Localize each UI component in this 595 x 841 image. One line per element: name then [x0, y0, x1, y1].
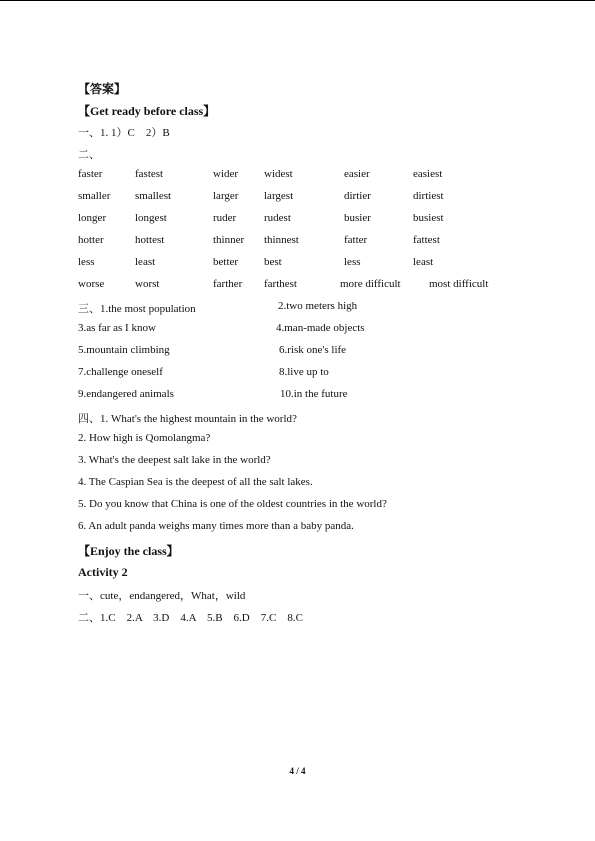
table-cell: fastest [135, 168, 164, 180]
list-item: 3. What's the deepest salt lake in the world? [78, 454, 271, 466]
table-cell: better [213, 256, 239, 268]
activity-part1-answers: 一、cute，endangered，What，wild [78, 590, 246, 602]
table-cell: best [264, 256, 282, 268]
list-item: 5. Do you know that China is one of the oldest countries in the world? [78, 498, 387, 510]
table-cell: most difficult [429, 278, 489, 290]
list-item: 3.as far as I know [78, 322, 156, 334]
table-cell: more difficult [340, 278, 401, 290]
table-cell: rudest [264, 212, 291, 224]
table-cell: easier [344, 168, 370, 180]
table-cell: wider [213, 168, 239, 180]
table-cell: smaller [78, 190, 111, 202]
table-cell: thinnest [264, 234, 299, 246]
section-heading-enjoy-class: 【Enjoy the class】 [78, 544, 179, 558]
table-cell: farther [213, 278, 243, 290]
table-cell: worst [135, 278, 160, 290]
list-item: 4. The Caspian Sea is the deepest of all the salt lakes. [78, 476, 313, 488]
list-item: 5.mountain climbing [78, 344, 170, 356]
table-cell: hottest [135, 234, 165, 246]
table-cell: fattest [413, 234, 440, 246]
list-item: 6.risk one's life [279, 344, 347, 356]
table-cell: dirtiest [413, 190, 444, 202]
table-cell: least [413, 256, 434, 268]
table-cell: hotter [78, 234, 104, 246]
table-cell: faster [78, 168, 103, 180]
list-item: 6. An adult panda weighs many times more than a baby panda. [78, 520, 354, 532]
table-cell: least [135, 256, 156, 268]
list-item: 2. How high is Qomolangma? [78, 432, 211, 444]
table-cell: easiest [413, 168, 443, 180]
section-heading-get-ready: 【Get ready before class】 [78, 104, 216, 118]
list-item: 三、1.the most population [78, 303, 196, 315]
table-cell: largest [264, 190, 294, 202]
table-cell: smallest [135, 190, 172, 202]
list-item: 8.live up to [279, 366, 329, 378]
list-item: 7.challenge oneself [78, 366, 163, 378]
part1-answers: 一、1. 1）C 2）B [78, 127, 170, 139]
table-cell: worse [78, 278, 105, 290]
table-cell: less [344, 256, 361, 268]
table-cell: less [78, 256, 95, 268]
part2-label: 二、 [78, 149, 100, 161]
activity-part2-answers: 二、1.C 2.A 3.D 4.A 5.B 6.D 7.C 8.C [78, 612, 303, 624]
table-cell: ruder [213, 212, 237, 224]
list-item: 9.endangered animals [78, 388, 174, 400]
table-cell: longer [78, 212, 107, 224]
activity-heading: Activity 2 [78, 565, 128, 579]
table-cell: busier [344, 212, 371, 224]
table-cell: thinner [213, 234, 245, 246]
table-cell: widest [264, 168, 293, 180]
table-cell: fatter [344, 234, 368, 246]
table-cell: farthest [264, 278, 297, 290]
page-top-rule [0, 0, 595, 1]
list-item: 4.man-made objects [276, 322, 365, 334]
table-cell: longest [135, 212, 167, 224]
table-cell: dirtier [344, 190, 371, 202]
list-item: 四、1. What's the highest mountain in the world? [78, 413, 297, 425]
list-item: 2.two meters high [278, 300, 358, 312]
page-number: 4 / 4 [289, 766, 306, 776]
list-item: 10.in the future [280, 388, 348, 400]
table-cell: busiest [413, 212, 444, 224]
table-cell: larger [213, 190, 239, 202]
answer-heading: 【答案】 [78, 82, 127, 96]
